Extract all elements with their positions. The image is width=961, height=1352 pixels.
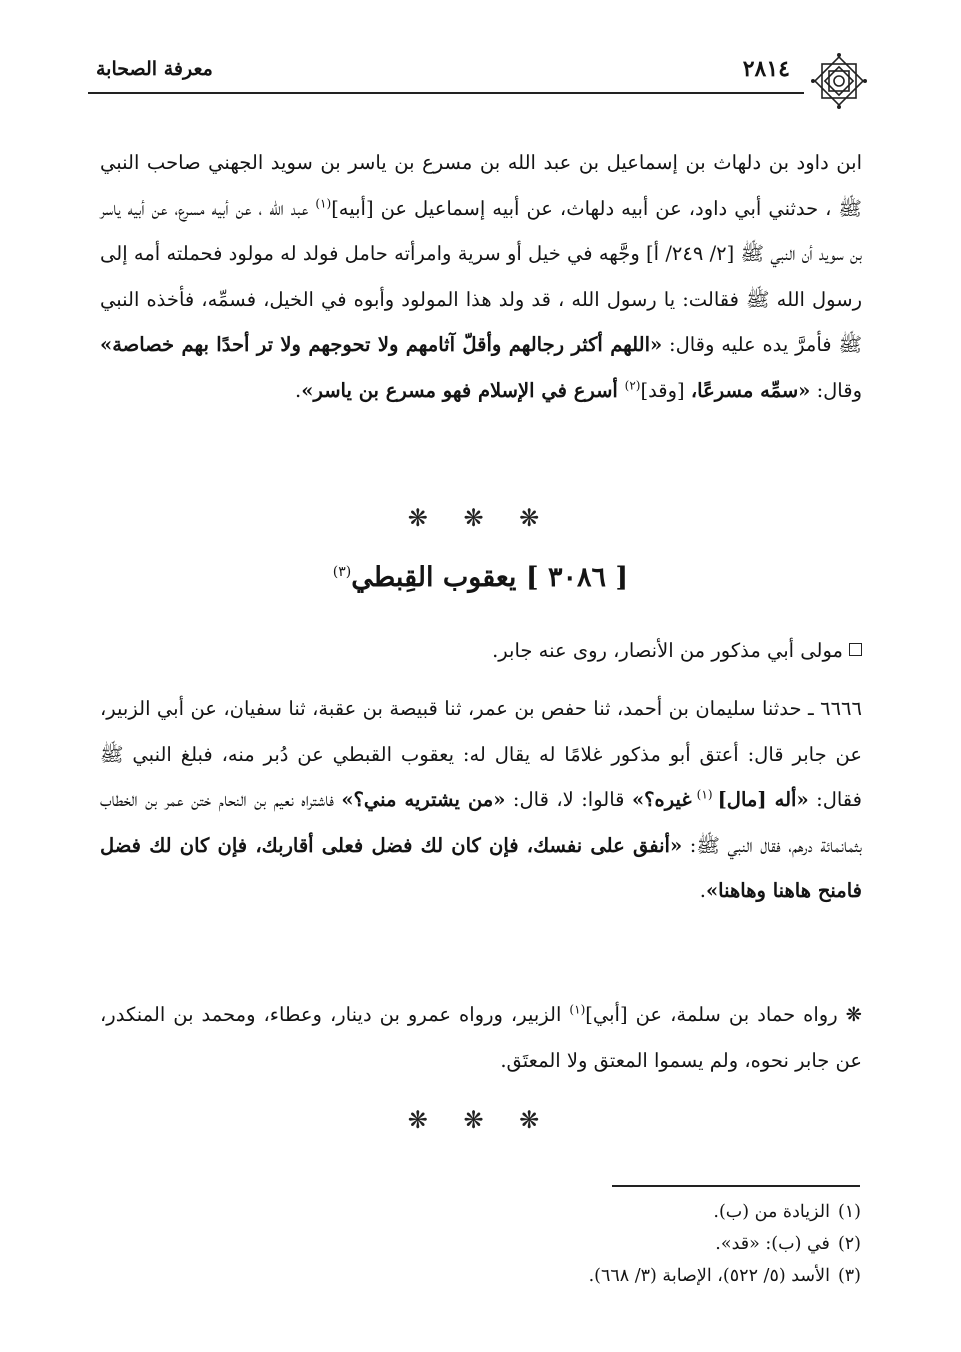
hadith-paragraph <box>100 686 862 914</box>
entry-heading-text: [ ٣٠٨٦ ] يعقوب القِبطي <box>351 562 629 593</box>
text-segment: فاشتراه نعيم بن النحام ختن عمر بن الخطاب بثمانمائة درهم، فقال النبي ﷺ: <box>100 788 862 857</box>
octagonal-star-ornament-icon <box>810 52 868 110</box>
text-segment: وقال: <box>810 378 862 402</box>
narration-paragraph <box>100 140 862 413</box>
footnote-item <box>361 1228 861 1260</box>
prophetic-quote: غيره؟» <box>631 788 692 811</box>
prophetic-quote: «أنفق على نفسك، فإن كان لك فضل فعلى أقاربك، فإن كان لك فضل فامنح هاهنا وهاهنا» <box>100 833 862 902</box>
prophetic-quote: أسرع في الإسلام فهو مسرع بن ياسر» <box>301 378 625 402</box>
footnote-ref: (٣) <box>332 564 352 580</box>
footnote-text: الزيادة من (ب). <box>713 1202 830 1222</box>
square-bullet-icon <box>849 643 862 656</box>
footnotes <box>361 1196 861 1292</box>
page-number: ٢٨١٤ <box>742 56 790 82</box>
text-segment: عبد الله ، عن أبيه مسرع، عن أبيه ياسر بن سويد أن النبي ﷺ [٢/ ٢٤٩/ أ] وجَّهه في خيل أو سرية وامرأته حامل فولد له مولود فحملته أمه إلى رسول الله ﷺ فقالت: يا رسول الله ، قد ولد هذا المولود وأبوه في الخيل، فسمِّه، فأخذه النبي ﷺ فأمرَّ يده عليه وقال: <box>100 196 862 356</box>
footnote-text: الأسد (٥/ ٥٢٢)، الإصابة (٣/ ٦٦٨). <box>588 1266 830 1286</box>
footnote-number: (١) <box>837 1202 861 1222</box>
page-header <box>88 52 868 106</box>
footnote-ref: (١) <box>691 787 718 802</box>
footnote-ref: (٢) <box>624 378 641 392</box>
footnote-item <box>361 1196 861 1228</box>
text-segment: [وقد] <box>640 378 691 402</box>
prophetic-quote: «أله [مال] <box>717 788 809 811</box>
text-segment: قالوا: لا، قال: <box>505 788 632 811</box>
section-divider-stars: ❋ ❋ ❋ <box>407 1106 554 1134</box>
text-segment: ابن داود بن دلهاث بن إسماعيل بن عبد الله بن مسرع بن ياسر بن سويد الجهني صاحب النبي ﷺ ، حدثني أبي داود، عن أبيه دلهاث، عن أبيه إسماعيل عن [أبيه] <box>100 151 862 220</box>
text-segment: الزبير، ورواه عمرو بن دينار، وعطاء، ومحمد بن المنكدر، عن جابر نحوه، ولم يسموا المعتق ولا المعتَق. <box>100 1003 862 1072</box>
biography-line <box>100 628 862 674</box>
footnote-number: (٢) <box>837 1234 861 1254</box>
prophetic-quote: «من يشتريه مني؟» <box>341 788 506 811</box>
book-title: معرفة الصحابة <box>96 58 213 80</box>
prophetic-quote: «سمِّه مسرعًا، <box>690 378 811 402</box>
biography-text: مولى أبي مذكور من الأنصار، روى عنه جابر. <box>492 639 843 662</box>
header-rule <box>88 92 804 94</box>
text-segment: ❋ رواه حماد بن سلمة، عن [أبي] <box>585 1003 862 1026</box>
footnote-item <box>361 1260 861 1292</box>
footnote-ref: (١) <box>315 196 332 210</box>
footnote-ref: (١) <box>569 1002 586 1017</box>
text-segment: . <box>295 378 302 402</box>
text-segment: ٦٦٦٦ ـ حدثنا سليمان بن أحمد، ثنا حفص بن عمر، ثنا قبيصة بن عقبة، ثنا سفيان، عن أبي الزبير، عن جابر قال: أعتق أبو مذكور غلامًا له يقال له: يعقوب القبطي عن دُبر منه، فبلغ النبي ﷺ فقال: <box>100 697 862 811</box>
entry-heading <box>0 562 961 593</box>
riwaya-paragraph <box>100 992 862 1083</box>
footnote-rule <box>612 1185 860 1187</box>
section-divider-stars: ❋ ❋ ❋ <box>407 504 554 532</box>
text-segment: . <box>699 879 706 902</box>
footnote-number: (٣) <box>837 1266 861 1286</box>
prophetic-quote: «اللهم أكثر رجالهم وأقلّ آثامهم ولا تحوجهم ولا تر أحدًا بهم خصاصة» <box>100 333 663 356</box>
footnote-text: في (ب): «قد». <box>715 1234 830 1254</box>
